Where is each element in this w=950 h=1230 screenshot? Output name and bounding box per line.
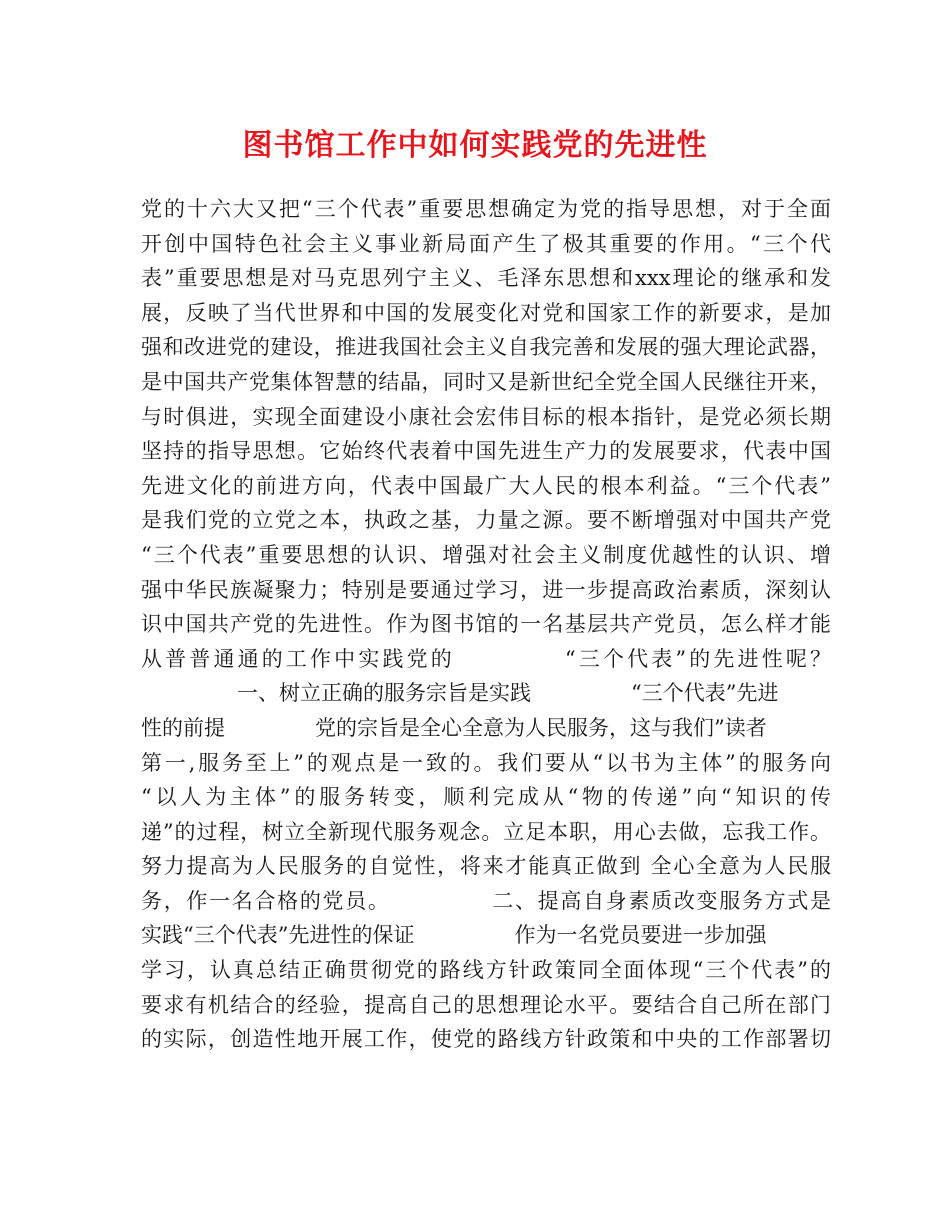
body-line: 是我们党的立党之本，执政之基，力量之源。要不断增强对中国共产党 [141,508,831,533]
body-line [141,884,831,919]
body-line: 识中国共产党的先进性。作为图书馆的一名基层共产党员，怎么样才能 [141,612,831,637]
body-line: 强和改进党的建设，推进我国社会主义自我完善和发展的强大理论武器， [141,335,831,360]
section-heading-2: 二、提高自身素质改变服务方式是 [490,888,831,913]
body-line: 表”重要思想是对马克思列宁主义、毛泽东思想和xxx理论的继承和发 [141,266,831,291]
body-line: 坚持的指导思想。它始终代表着中国先进生产力的发展要求，代表中国 [141,439,831,464]
body-line: 先进文化的前进方向，代表中国最广大人民的根本利益。“三个代表” [141,473,831,498]
section-heading-line [141,676,831,711]
body-line-segment: “三个代表”先进 [631,681,779,706]
body-line [141,642,831,677]
body-line: 开创中国特色社会主义事业新局面产生了极其重要的作用。“三个代 [141,231,831,256]
body-line-segment: 务，作一名合格的党员。 [141,888,391,913]
body-line: 党的十六大又把“三个代表”重要思想确定为党的指导思想，对于全面 [141,197,831,221]
body-line [141,918,831,953]
document-body [141,192,831,1057]
body-line: 是中国共产党集体智慧的结晶，同时又是新世纪全党全国人民继往开来， [141,369,831,394]
body-line: “三个代表”重要思想的认识、增强对社会主义制度优越性的认识、增 [141,542,831,567]
body-line: 第一,服务至上”的观点是一致的。我们要从“以书为主体”的服务向 [141,750,831,775]
page-title: 图书馆工作中如何实践党的先进性 [242,128,708,163]
body-line-segment: 作为一名党员要进一步加强 [514,923,767,948]
body-line: 的实际，创造性地开展工作，使党的路线方针政策和中央的工作部署切 [141,1027,831,1052]
body-line-segment: “三个代表”的先进性呢？ [564,646,831,671]
body-line-segment: 性的前提 [141,715,225,740]
body-line: 努力提高为人民服务的自觉性，将来才能真正做到 全心全意为人民服 [141,854,831,879]
section-heading-1: 一、树立正确的服务宗旨是实践 [237,681,531,706]
body-line: 展，反映了当代世界和中国的发展变化对党和国家工作的新要求，是加 [141,300,831,325]
body-line: 强中华民族凝聚力；特别是要通过学习，进一步提高政治素质，深刻认 [141,577,831,602]
body-line: 学习，认真总结正确贯彻党的路线方针政策同全面体现“三个代表”的 [141,958,831,983]
body-line: 递”的过程，树立全新现代服务观念。立足本职，用心去做，忘我工作。 [141,819,831,844]
body-line-segment: 实践“三个代表”先进性的保证 [141,923,415,948]
body-line [141,711,831,746]
body-line-segment: 从普普通通的工作中实践党的 [141,646,455,671]
body-line-segment: 党的宗旨是全心全意为人民服务，这与我们”读者 [315,715,767,740]
body-line: 与时俱进，实现全面建设小康社会宏伟目标的根本指针，是党必须长期 [141,404,831,429]
body-line: “以人为主体”的服务转变，顺利完成从“物的传递”向“知识的传 [141,785,831,810]
body-line: 要求有机结合的经验，提高自己的思想理论水平。要结合自己所在部门 [141,992,831,1017]
